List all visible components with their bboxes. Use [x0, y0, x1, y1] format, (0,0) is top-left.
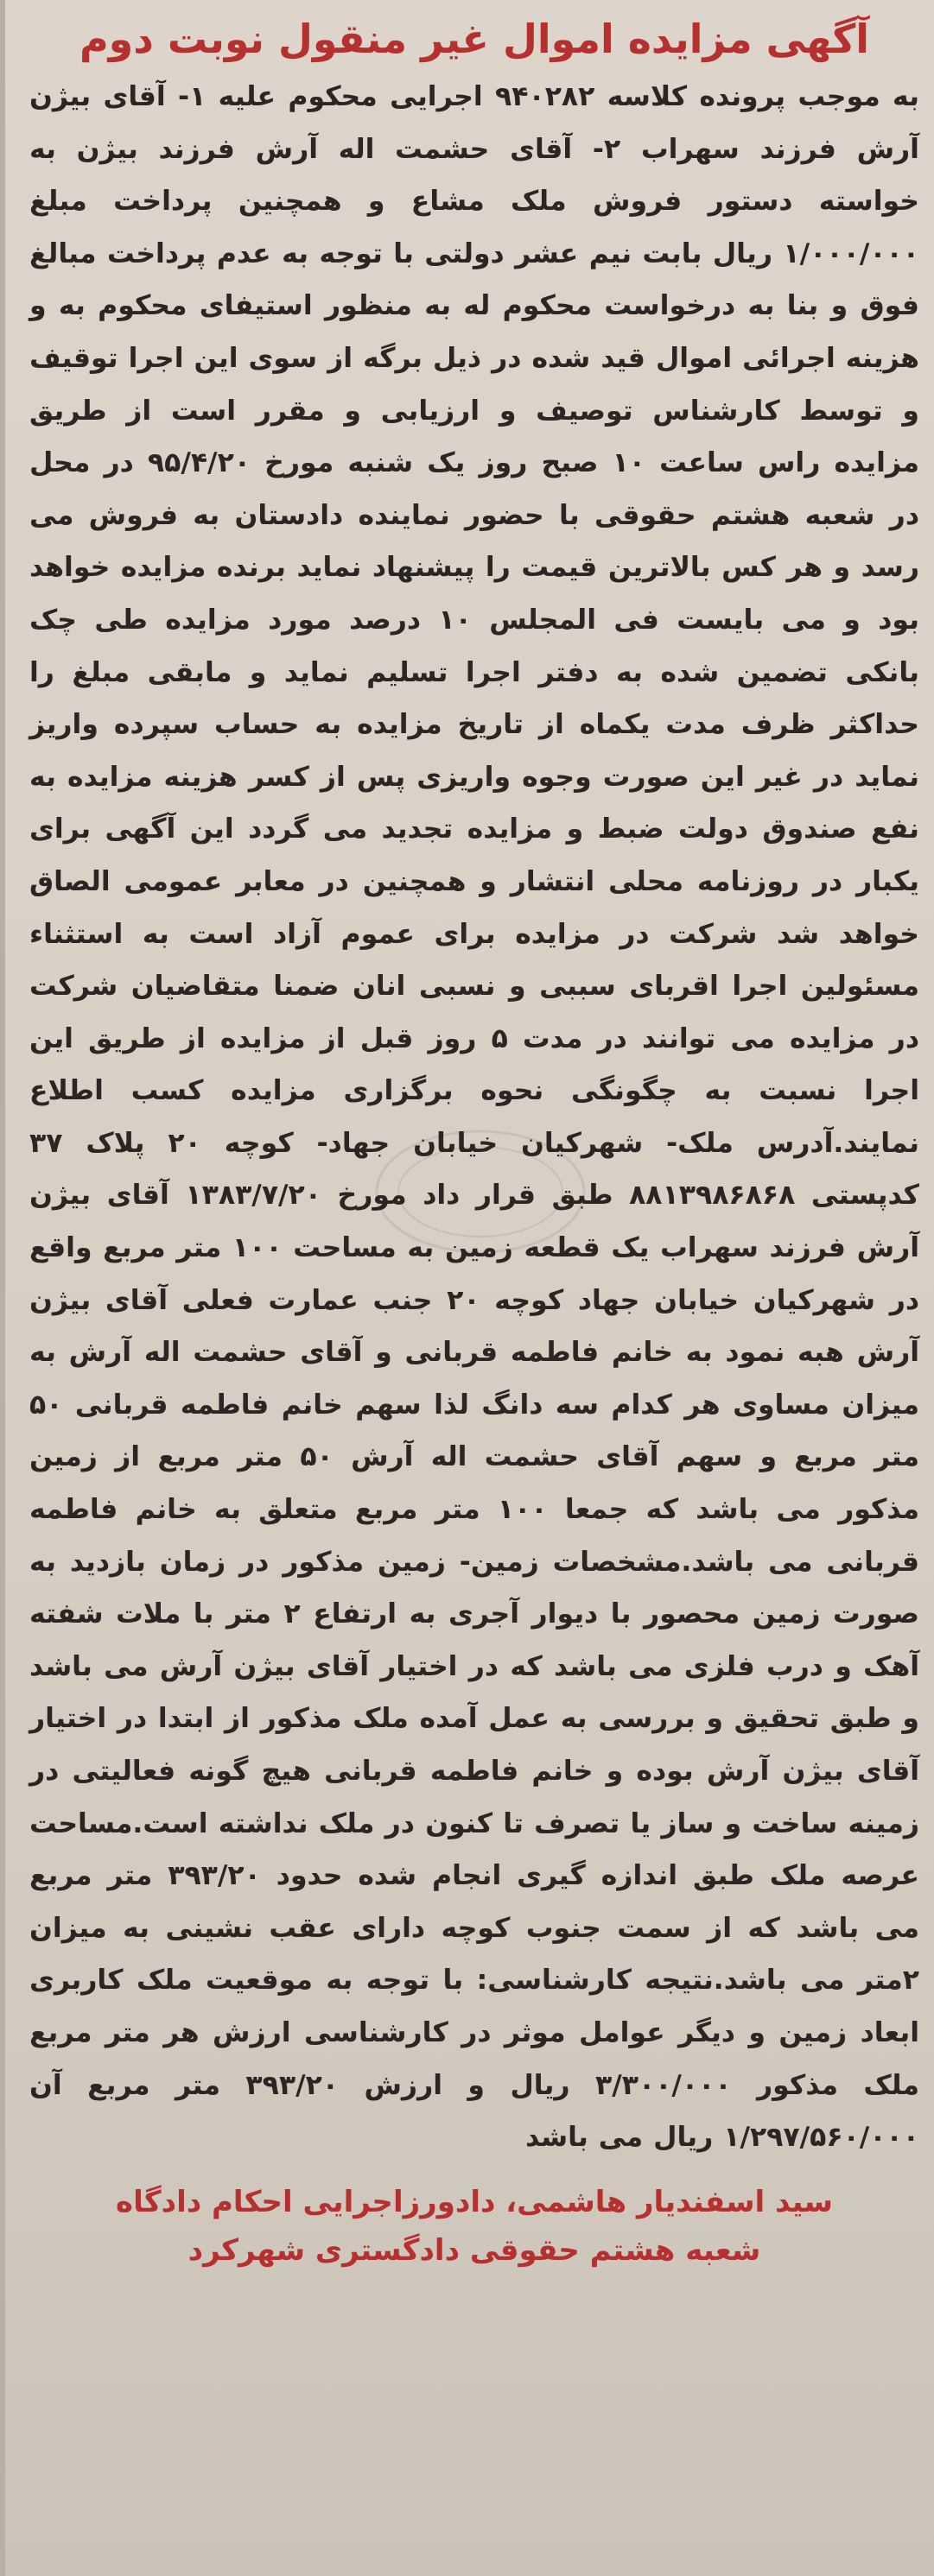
- notice-title: آگهی مزایده اموال غیر منقول نوبت دوم: [79, 16, 870, 62]
- signature-court-line: شعبه هشتم حقوقی دادگستری شهرکرد: [187, 2232, 761, 2268]
- notice-body: به موجب پرونده کلاسه ۹۴۰۲۸۲ اجرایی محکوم علیه ۱- آقای بیژن آرش فرزند سهراب ۲- آقای حشمت اله آرش فرزند بیژن به خواسته دستور فروش ملک مشاع و همچنین پرداخت مبلغ ۱/۰۰۰/۰۰۰ ریال بابت نیم عشر دولتی با توجه به عدم پرداخت مبالغ فوق و بنا به درخواست محکوم له به منظور استیفای محکوم به و هزینه اجرائی اموال قید شده در ذیل برگه از سوی این اجرا توقیف و توسط کارشناس توصیف و ارزیابی و مقرر است از طریق مزایده راس ساعت ۱۰ صبح روز یک شنبه مورخ ۹۵/۴/۲۰ در محل در شعبه هشتم حقوقی با حضور نماینده دادستان به فروش می رسد و هر کس بالاترین قیمت را پیشنهاد نماید برنده مزایده خواهد بود و می بایست فی المجلس ۱۰ درصد مورد مزایده طی چک بانکی تضمین شده به دفتر اجرا تسلیم نماید و مابقی مبلغ را حداکثر ظرف مدت یکماه از تاریخ مزایده به حساب سپرده واریز نماید در غیر این صورت وجوه واریزی پس از کسر هزینه مزایده به نفع صندوق دولت ضبط و مزایده تجدید می گردد این آگهی برای یکبار در روزنامه محلی انتشار و همچنین در معابر عمومی الصاق خواهد شد شرکت در مزایده برای عموم آزاد است به استثناء مسئولین اجرا اقربای سببی و نسبی انان ضمنا متقاضیان شرکت در مزایده می توانند در مدت ۵ روز قبل از مزایده از طریق این اجرا نسبت به چگونگی نحوه برگزاری مزایده کسب اطلاع نمایند.آدرس ملک- شهرکیان خیابان جهاد- کوچه ۲۰ پلاک ۳۷ کدپستی ۸۸۱۳۹۸۶۸۶۸ طبق قرار داد مورخ ۱۳۸۳/۷/۲۰ آقای بیژن آرش فرزند سهراب یک قطعه زمین به مساحت ۱۰۰ متر مربع واقع در شهرکیان خیابان جهاد کوچه ۲۰ جنب عمارت فعلی آقای بیژن آرش هبه نمود به خانم فاطمه قربانی و آقای حشمت اله آرش به میزان مساوی هر کدام سه دانگ لذا سهم خانم فاطمه قربانی ۵۰ متر مربع و سهم آقای حشمت اله آرش ۵۰ متر مربع از زمین مذکور می باشد که جمعا ۱۰۰ متر مربع متعلق به خانم فاطمه قربانی می باشد.مشخصات زمین- زمین مذکور در زمان بازدید به صورت زمین محصور با دیوار آجری به ارتفاع ۲ متر با ملات شفته آهک و درب فلزی می باشد که در اختیار آقای بیژن آرش می باشد و طبق تحقیق و بررسی به عمل آمده ملک مذکور از ابتدا در اختیار آقای بیژن آرش بوده و خانم فاطمه قربانی هیچ گونه فعالیتی در زمینه ساخت و ساز یا تصرف تا کنون در ملک نداشته است.مساحت عرصه ملک طبق اندازه گیری انجام شده حدود ۳۹۳/۲۰ متر مربع می باشد که از سمت جنوب کوچه دارای عقب نشینی به میزان ۲متر می باشد.نتیجه کارشناسی: با توجه به موقعیت ملک کاربری ابعاد زمین و دیگر عوامل موثر در کارشناسی ارزش هر متر مربع ملک مذکور ۳/۳۰۰/۰۰۰ ریال و ارزش ۳۹۳/۲۰ متر مربع آن ۱/۲۹۷/۵۶۰/۰۰۰ ریال می باشد: [29, 81, 920, 2154]
- auction-notice: [29, 10, 919, 2275]
- signature-name-line: سید اسفندیار هاشمی، دادورزاجرایی احکام دادگاه: [116, 2184, 833, 2219]
